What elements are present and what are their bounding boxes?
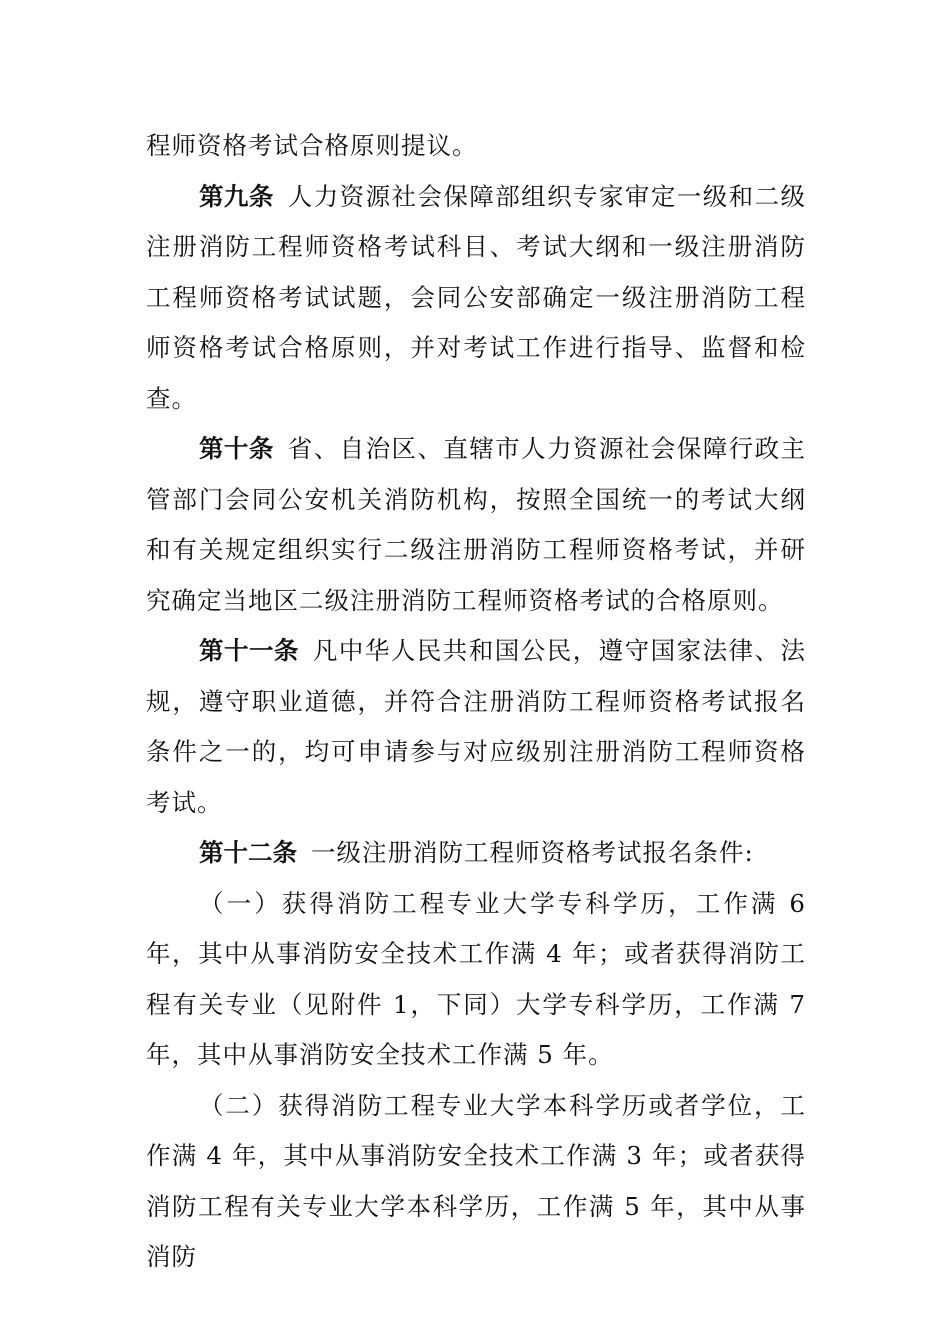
paragraph-continuation bbox=[146, 121, 806, 172]
paragraph-text: 省、自治区、直辖市人力资源社会保障行政主管部门会同公安机关消防机构，按照全国统一的考试大纲和有关规定组织实行二级注册消防工程师资格考试，并研究确定当地区二级注册消防工程师资格考试的合格原则。 bbox=[146, 434, 806, 615]
paragraph-text: 人力资源社会保障部组织专家审定一级和二级注册消防工程师资格考试科目、考试大纲和一级注册消防工程师资格考试试题，会同公安部确定一级注册消防工程师资格考试合格原则，并对考试工作进行指导、监督和检查。 bbox=[146, 181, 806, 413]
article-12 bbox=[146, 828, 806, 879]
article-10 bbox=[146, 424, 806, 626]
article-11 bbox=[146, 626, 806, 828]
paragraph-text: 一级注册消防工程师资格考试报名条件: bbox=[311, 838, 754, 867]
article-heading: 第九条 bbox=[199, 181, 274, 211]
paragraph-text: （一）获得消防工程专业大学专科学历，工作满 6 年，其中从事消防安全技术工作满 4 年；或者获得消防工程有关专业（见附件 1，下同）大学专科学历，工作满 7 年，其中从事消防安全技术工作满 5 年。 bbox=[146, 888, 806, 1069]
paragraph-text: 凡中华人民共和国公民，遵守国家法律、法规，遵守职业道德，并符合注册消防工程师资格考试报名条件之一的，均可申请参与对应级别注册消防工程师资格考试。 bbox=[146, 636, 807, 817]
article-heading: 第十一条 bbox=[199, 636, 299, 665]
document-body bbox=[146, 121, 806, 1283]
article-9 bbox=[146, 172, 806, 425]
condition-item-1 bbox=[146, 879, 806, 1081]
paragraph-text: 程师资格考试合格原则提议。 bbox=[146, 131, 478, 160]
paragraph-text: （二）获得消防工程专业大学本科学历或者学位，工作满 4 年，其中从事消防安全技术工作满 3 年；或者获得消防工程有关专业大学本科学历，工作满 5 年，其中从事消防 bbox=[146, 1090, 806, 1271]
article-heading: 第十二条 bbox=[199, 838, 297, 867]
article-heading: 第十条 bbox=[199, 434, 274, 463]
condition-item-2 bbox=[146, 1081, 806, 1283]
